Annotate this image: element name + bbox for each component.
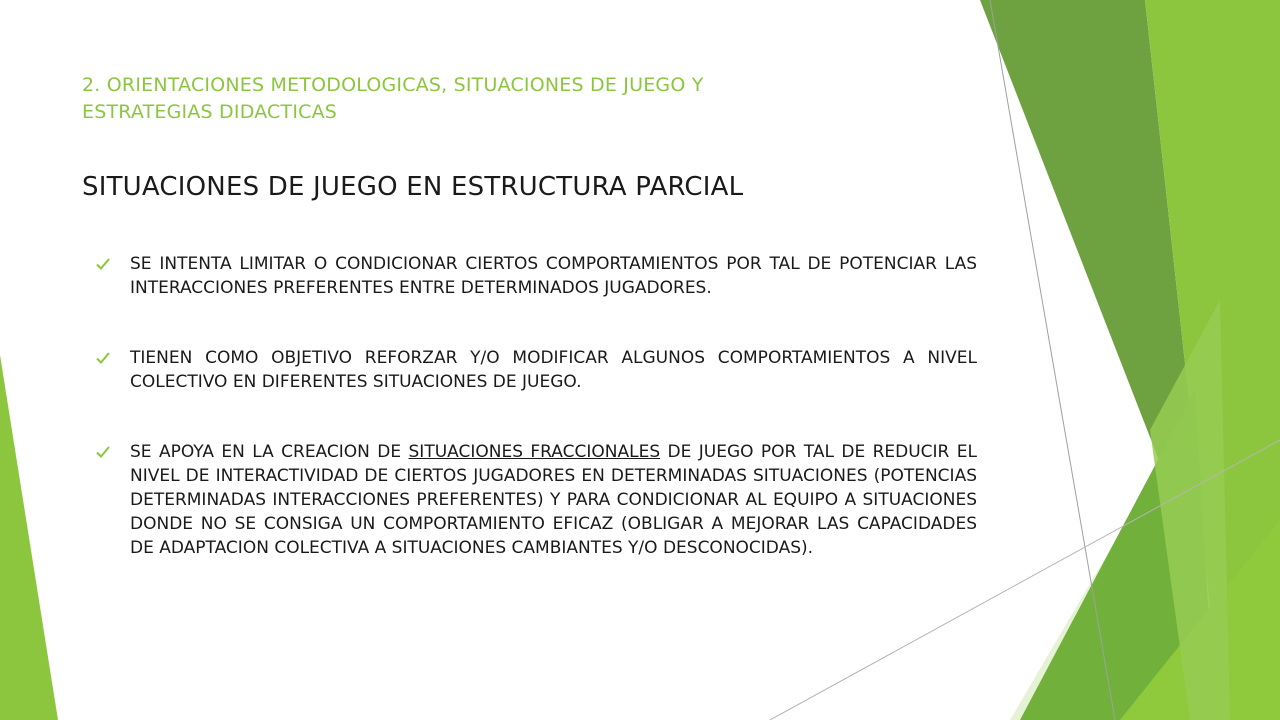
section-heading-line2: ESTRATEGIAS DIDACTICAS: [82, 101, 338, 123]
bullet-text-1: SE INTENTA LIMITAR O CONDICIONAR CIERTOS COMPORTAMIENTOS POR TAL DE POTENCIAR LAS INTERACCIONES PREFERENTES ENTRE DETERMINADOS JUGADORES.: [130, 254, 977, 298]
checkmark-icon: [95, 256, 111, 272]
bullet-text-3-after: DE JUEGO POR TAL DE REDUCIR EL NIVEL DE INTERACTIVIDAD DE CIERTOS JUGADORES EN DETERMINADAS SITUACIONES (POTENCIAS DETERMINADAS INTERACCIONES PREFERENTES) Y PARA CONDICIONAR AL EQUIPO A SITUACIONES DONDE NO SE CONSIGA UN COMPORTAMIENTO EFICAZ (OBLIGAR A MEJORAR LAS CAPACIDADES DE ADAPTACION COLECTIVA A SITUACIONES CAMBIANTES Y/O DESCONOCIDAS).: [130, 442, 977, 558]
left-accent-shape: [0, 355, 58, 720]
bullet-item-2: [95, 346, 977, 394]
bullet-text-2: TIENEN COMO OBJETIVO REFORZAR Y/O MODIFICAR ALGUNOS COMPORTAMIENTOS A NIVEL COLECTIVO EN DIFERENTES SITUACIONES DE JUEGO.: [130, 348, 977, 392]
bullet-text-3-underlined: SITUACIONES FRACCIONALES: [408, 442, 661, 462]
section-heading: [82, 72, 942, 126]
bullet-list: [95, 252, 977, 560]
checkmark-icon: [95, 350, 111, 366]
section-heading-line1: 2. ORIENTACIONES METODOLOGICAS, SITUACIONES DE JUEGO Y: [82, 74, 704, 96]
bullet-item-1: [95, 252, 977, 300]
bullet-item-3: [95, 440, 977, 560]
checkmark-icon: [95, 444, 111, 460]
bullet-text-3-before: SE APOYA EN LA CREACION DE: [130, 442, 409, 462]
slide-subtitle: SITUACIONES DE JUEGO EN ESTRUCTURA PARCIAL: [82, 172, 744, 202]
